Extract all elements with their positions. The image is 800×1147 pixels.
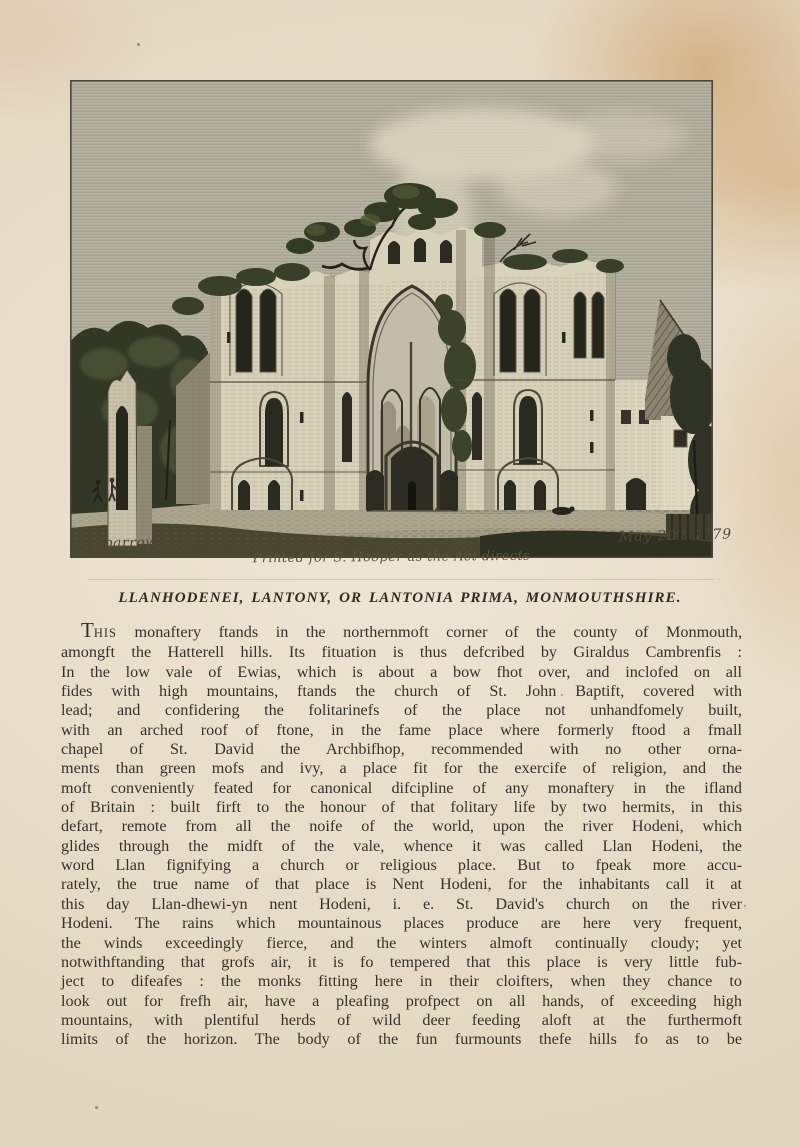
first-line-rest: monaftery ftands in the northernmoft corner of the county of Monmouth,: [116, 623, 742, 641]
body-first-line: [61, 620, 742, 643]
body-text-line: ments than green mofs and ivy, a place fit for the exercife of religion, and the: [61, 759, 742, 778]
body-text-line: word Llan fignifying a church or religious place. But to fpeak more accu-: [61, 856, 742, 875]
body-text-line: mountains, with plentiful herds of wild deer feeding aloft at the furthermoft: [61, 1010, 742, 1029]
body-text-line: moft conveniently feated for canonical difcipline of any monaftery in the ifland: [61, 778, 742, 797]
body-text-line: this day Llan-dhewi-yn nent Hodeni, i. e. St. David's church on the river: [61, 894, 742, 913]
body-text-line: amongft the Hatterell hills. Its fituation is thus defcribed by Giraldus Cambrenfis :: [61, 643, 742, 662]
body-text-line: chapel of St. David the Archbifhop, recommended with no other orna-: [61, 740, 742, 759]
body-text-line: the winds exceedingly fierce, and the winters almoft continually cloudy; yet: [61, 933, 742, 952]
body-text-line: limits of the horizon. The body of the fun furmounts thefe hills fo as to be: [61, 1030, 742, 1049]
body-text-line: In the low vale of Ewias, which is about a bow fhot over, and inclofed on all: [61, 662, 742, 681]
body-text-line: Hodeni. The rains which mountainous places produce are here very frequent,: [61, 914, 742, 933]
body-text-line: glides through the midft of the vale, whence it was called Llan Hodeni, the: [61, 836, 742, 855]
engraving-llanthony-priory-ruins: [70, 80, 713, 558]
body-text-line: fides with high mountains, ftands the church of St. John Baptift, covered with: [61, 682, 742, 701]
plate-date: May 20ᵗʰ 1779: [618, 526, 733, 546]
body-text-line: with an arched roof of ftone, in the fame place where formerly ftood a fmall: [61, 720, 742, 739]
engraved-plate: [70, 80, 713, 558]
body-text-line: rately, the true name of that place is Nent Hodeni, for the inhabitants call it at: [61, 875, 742, 894]
small-caps: HIS: [93, 626, 117, 640]
paper-crease: [88, 579, 714, 580]
paper-speck: [137, 43, 140, 46]
body-text-line: of Britain : built firft to the honour of that folitary life by two hermits, in this: [61, 798, 742, 817]
plate-title: LLANHODENEI, LANTONY, OR LANTONIA PRIMA, MONMOUTHSHIRE.: [118, 590, 682, 606]
artist-signature: S. Sparrow fecit: [73, 534, 197, 552]
body-text: [61, 620, 742, 1050]
publisher-imprint: Printed for S. Hooper as the Act directs: [252, 548, 531, 567]
body-text-line: lead; and confidering the folitarinefs of the place not unhandfomely built,: [61, 701, 742, 720]
body-text-line: defart, remote from all the noife of the world, upon the river Hodeni, which: [61, 817, 742, 836]
body-text-line: ject to difeafes : the monks fitting here in their cloifters, when they chance to: [61, 972, 742, 991]
body-text-line: look out for frefh air, have a pleafing profpect on all hands, of exceeding high: [61, 991, 742, 1010]
paper-speck: [744, 905, 746, 907]
body-text-line: notwithftanding that grofs air, it is fo tempered that this place is very little fub-: [61, 952, 742, 971]
drop-capital: T: [81, 618, 94, 642]
body-paragraph: [61, 643, 742, 1049]
paper-speck: [95, 1106, 98, 1109]
